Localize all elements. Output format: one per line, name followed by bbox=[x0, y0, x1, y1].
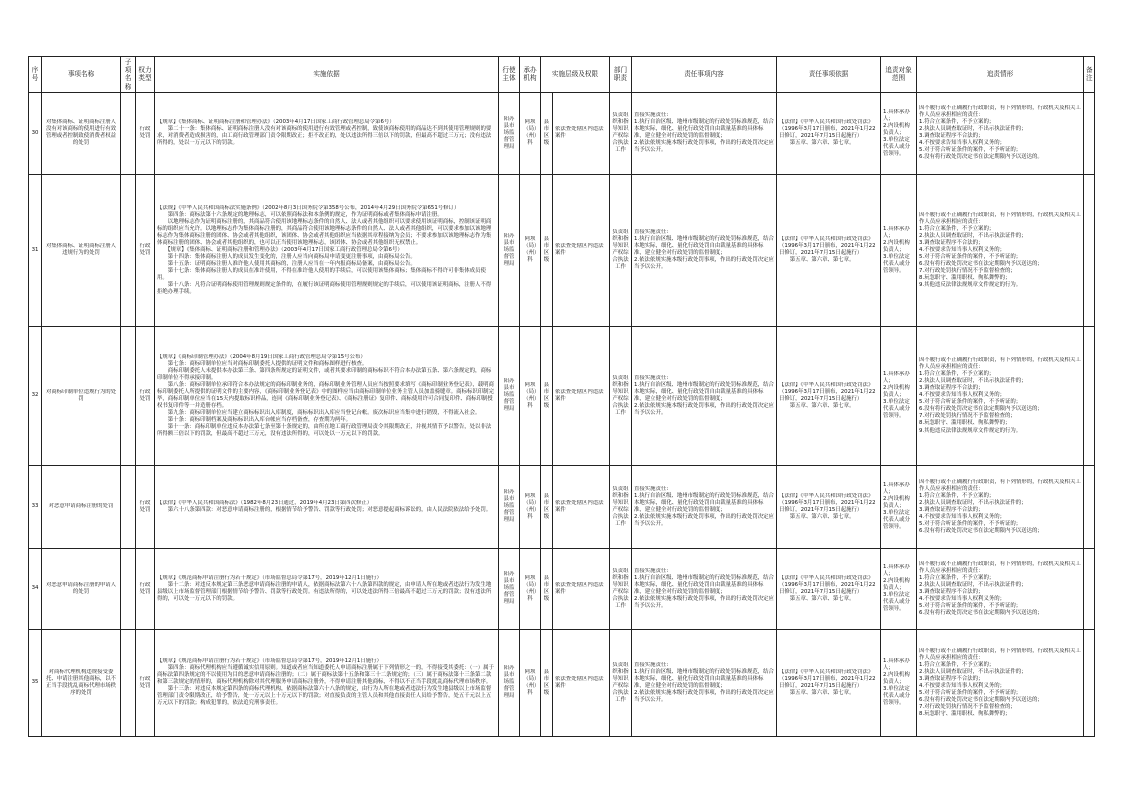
cell-item-name: 对恶意申请商标注册的申请人的处罚 bbox=[42, 548, 121, 629]
cell-authority-scope: 依法查处辖区内违法案件 bbox=[553, 548, 610, 629]
cell-remark bbox=[1084, 548, 1095, 629]
col-header-no: 序号 bbox=[29, 57, 42, 93]
table-row bbox=[29, 548, 1095, 629]
cell-remark bbox=[1084, 629, 1095, 736]
col-header-duty: 部门职责 bbox=[610, 57, 632, 93]
cell-power-type: 行政处罚 bbox=[136, 629, 155, 736]
cell-responsibility-basis: 【法律】《中华人民共和国行政处罚法》（1996年3月17日颁布，2021年1月22日修订，2021年7月15日起施行） 第五章、第六章、第七章。 bbox=[777, 629, 881, 736]
cell-handling-org: 阿坝（局）（州）科 bbox=[520, 174, 541, 326]
cell-authority-scope: 依法查处辖区内违法案件 bbox=[553, 326, 610, 465]
cell-authority-scope: 依法查处辖区内违法案件 bbox=[553, 465, 610, 548]
cell-handling-org: 阿坝（局）（州）科 bbox=[520, 629, 541, 736]
cell-row-number: 30 bbox=[29, 92, 42, 174]
col-header-name: 事项名称 bbox=[42, 57, 121, 93]
cell-item-name: 对恶意申请商标注册的处罚 bbox=[42, 465, 121, 548]
cell-remark bbox=[1084, 465, 1095, 548]
cell-handling-org: 阿坝（局）（州）科 bbox=[520, 92, 541, 174]
cell-legal-basis: 【法律】《中华人民共和国商标法》（1982年8月23日通过，2019年4月23日第四次修正） 第六十八条第四款：对恶意申请商标注册的，根据情节给予警告、罚款等行政处罚；对恶意提起商标诉讼的，由人民法院依法给予处罚。 bbox=[155, 465, 499, 548]
responsibility-table bbox=[28, 56, 1095, 737]
cell-sub-item-name bbox=[121, 326, 136, 465]
table-row bbox=[29, 465, 1095, 548]
cell-accountability-target: 1.具体承办人； 2.内设机构负责人； 3.单位法定代表人或分管领导。 bbox=[881, 465, 917, 548]
cell-legal-basis: 【规章】《商标印制管理办法》（2004年8月19日国家工商行政管理总局令第15号公布） 第七条：商标印制单位应当对商标印制委托人提供的证明文件和商标图样进行核查。 商标印制委托人未提供本办法第三条、第四条所规定的证明文件，或者其要求印制的商标标识不符合本办法第五条、第六条规定的，商标印制单位不得承接印制。 第八条：商标印制单位承印符合本办法规定的商标印制业务的，商标印制业务管理人员应当按照要求填写《商标印制业务登记表》，载明商标印制委托人所提供的证明文件的主要内容，《商标印制业务登记表》中的图样应当由商标印制单位业务主管人员加盖骑缝章。商标标识印制完毕，商标印制单位应当在15天内提取标识样品，连同《商标印制业务登记表》、《商标注册证》复印件、商标使用许可合同复印件、商标印制授权书复印件等一并造册存档。 第九条：商标印制单位应当建立商标标识出入库制度，商标标识出入库应当登记台帐。废次标识应当集中进行销毁，不得流入社会。 第十条：商标印制档案及商标标识出入库台帐应当存档备查，存查期为两年。 第十一条：商标印制单位违反本办法第七条至第十条规定的，由所在地工商行政管理局责令其限期改正，并视其情节予以警告，处以非法所得额三倍以下的罚款，但最高不超过三万元，没有违法所得的，可以处以一万元以下的罚款。 bbox=[155, 326, 499, 465]
col-header-content: 责任事项内容 bbox=[632, 57, 777, 93]
cell-implementation-level: 县市区级 bbox=[541, 548, 553, 629]
cell-exercising-subject: 阳苏县市场监督管理局 bbox=[499, 174, 520, 326]
col-header-type: 权力类型 bbox=[136, 57, 155, 93]
col-header-basis: 实施依据 bbox=[155, 57, 499, 93]
cell-responsibility-basis: 【法律】《中华人民共和国行政处罚法》（1996年3月17日颁布，2021年1月22日修订，2021年7月15日起施行） 第五章、第六章、第七章。 bbox=[777, 465, 881, 548]
cell-department-duty: 负责组织和指导知识产权综合执法工作 bbox=[610, 92, 632, 174]
cell-exercising-subject: 阳苏县市场监督管理局 bbox=[499, 92, 520, 174]
cell-sub-item-name bbox=[121, 92, 136, 174]
cell-department-duty: 负责组织和指导知识产权综合执法工作 bbox=[610, 548, 632, 629]
cell-accountability-cases: 因不履行或不正确履行行政职责，有下列情形的，行政机关及相关工作人员应承担相应的责任： 1.符合立案条件，不予立案的； 2.执法人员调查取证时，不出示执法证件的； 3.调查取证程序不合法的； 4.不按要求告知当事人权利义务的； 5.对于符合听证条件的案件，不予听证的； 6.没有将行政处罚决定书在法定期限内予以送达的； 7.对行政处罚执行情况不予监督检查的； 8.玩忽职守、滥用职权、徇私舞弊的； bbox=[917, 629, 1084, 736]
cell-handling-org: 阿坝（局）（州）科 bbox=[520, 465, 541, 548]
cell-responsibility-basis: 【法律】《中华人民共和国行政处罚法》（1996年3月17日颁布，2021年1月22日修订，2021年7月15日起施行） 第五章、第六章、第七章。 bbox=[777, 92, 881, 174]
header-row bbox=[29, 57, 1095, 93]
cell-power-type: 行政处罚 bbox=[136, 548, 155, 629]
cell-exercising-subject: 阳苏县市场监督管理局 bbox=[499, 629, 520, 736]
col-header-target: 追责对象范围 bbox=[881, 57, 917, 93]
cell-authority-scope: 依法查处辖区内违法案件 bbox=[553, 629, 610, 736]
cell-implementation-level: 县市区级 bbox=[541, 465, 553, 548]
cell-power-type: 行政处罚 bbox=[136, 92, 155, 174]
cell-power-type: 行政处罚 bbox=[136, 326, 155, 465]
cell-item-name: 对集体商标、证明商标注册人违规行为的处罚 bbox=[42, 174, 121, 326]
cell-authority-scope: 依法查处辖区内违法案件 bbox=[553, 92, 610, 174]
cell-accountability-cases: 因不履行或不正确履行行政职责，有下列情形的，行政机关及相关工作人员应承担相应的责任： 1.符合立案条件，不予立案的； 2.执法人员调查取证时，不出示执法证件的； 3.调查取证程序不合法的； 4.不按要求告知当事人权利义务的； 5.对于符合听证条件的案件，不予听证的； 6.没有将行政处罚决定书在法定期限内予以送达的。 bbox=[917, 92, 1084, 174]
cell-item-name: 对商标印制单位违规行为的处罚 bbox=[42, 326, 121, 465]
cell-legal-basis: 【规章】《规范商标申请注册行为若干规定》（市场监督总局令第17号，2019年12月1日施行） 第四条：商标代理机构应当遵循诚实信用原则。知道或者应当知道委托人申请商标注册属于下列情形之一的，不得接受其委托：（一）属于商标法第四条规定的不以使用为目的恶意申请商标注册的；（二）属于商标法第十五条和第三十二条规定的；（三）属于商标法第十三条第二款和第三款规定的情形的，商标代理机构除对其代理服务申请商标注册外，不得申请注册其他商标，不得以不正当手段扰乱商标代理市场秩序。 第十三条：对违反本规定第四条的商标代理机构，依据商标法第六十八条的规定，由行为人所在地或者违法行为发生地县级以上市场监督管理部门责令限期改正，给予警告，处一万元以上十万元以下的罚款；对直接负责的主管人员和其他直接责任人员给予警告，处五千元以上五万元以下的罚款；构成犯罪的，依法追究刑事责任。 bbox=[155, 629, 499, 736]
cell-responsibility-basis: 【法律】《中华人民共和国行政处罚法》（1996年3月17日颁布，2021年1月22日修订，2021年7月15日起施行） 第五章、第六章、第七章。 bbox=[777, 548, 881, 629]
cell-exercising-subject: 阳苏县市场监督管理局 bbox=[499, 465, 520, 548]
cell-department-duty: 负责组织和指导知识产权综合执法工作 bbox=[610, 174, 632, 326]
cell-accountability-cases: 因不履行或不正确履行行政职责，有下列情形的，行政机关及相关工作人员应承担相应的责任： 1.符合立案条件，不予立案的； 2.执法人员调查取证时，不出示执法证件的； 3.调查取证程序不合法的； 4.不按要求告知当事人权利义务的； 5.对于符合听证条件的案件，不予听证的； 6.没有将行政处罚决定书在法定期限内予以送达的； 7.对行政处罚执行情况不予监督检查的； 8.玩忽职守、滥用职权、徇私舞弊的； 9.其他违反法律法规规章文件规定的行为。 bbox=[917, 174, 1084, 326]
col-header-cases: 追责情形 bbox=[917, 57, 1084, 93]
cell-row-number: 33 bbox=[29, 465, 42, 548]
col-header-note: 备注 bbox=[1084, 57, 1095, 93]
cell-implementation-level: 县市区级 bbox=[541, 629, 553, 736]
cell-implementation-level: 县市区级 bbox=[541, 326, 553, 465]
cell-remark bbox=[1084, 174, 1095, 326]
cell-implementation-level: 县市区级 bbox=[541, 92, 553, 174]
cell-responsibility-content: 直接实施责任: 1.执行自治区级、地州市级制定的行政处罚标准规范，结合本地实际，细化、量化行政处罚自由裁量基准的具体标准，建立健全对行政处罚的监督制度； 2.依法依规实施本级行政处罚事项，作出的行政处罚决定应当予以公开。 bbox=[632, 465, 777, 548]
cell-sub-item-name bbox=[121, 465, 136, 548]
cell-accountability-target: 1.具体承办人； 2.内设机构负责人； 3.单位法定代表人或分管领导。 bbox=[881, 629, 917, 736]
cell-exercising-subject: 阳苏县市场监督管理局 bbox=[499, 548, 520, 629]
cell-sub-item-name bbox=[121, 629, 136, 736]
table-row bbox=[29, 326, 1095, 465]
cell-row-number: 34 bbox=[29, 548, 42, 629]
cell-responsibility-content: 直接实施责任: 1.执行自治区级、地州市级制定的行政处罚标准规范，结合本地实际，细化、量化行政处罚自由裁量基准的具体标准，建立健全对行政处罚的监督制度； 2.依法依规实施本级行政处罚事项，作出的行政处罚决定应当予以公开。 bbox=[632, 629, 777, 736]
cell-department-duty: 负责组织和指导知识产权综合执法工作 bbox=[610, 629, 632, 736]
cell-sub-item-name bbox=[121, 174, 136, 326]
cell-power-type: 行政处罚 bbox=[136, 174, 155, 326]
table-row bbox=[29, 174, 1095, 326]
col-header-org: 承办机构 bbox=[520, 57, 541, 93]
cell-responsibility-content: 直接实施责任: 1.执行自治区级、地州市级制定的行政处罚标准规范，结合本地实际，细化、量化行政处罚自由裁量基准的具体标准，建立健全对行政处罚的监督制度； 2.依法依规实施本级行政处罚事项，作出的行政处罚决定应当予以公开。 bbox=[632, 92, 777, 174]
cell-accountability-cases: 因不履行或不正确履行行政职责，有下列情形的，行政机关及相关工作人员应承担相应的责任： 1.符合立案条件，不予立案的； 2.执法人员调查取证时，不出示执法证件的； 3.调查取证程序不合法的； 4.不按要求告知当事人权利义务的； 5.对于符合听证条件的案件，不予听证的； 6.没有将行政处罚决定书在法定期限内予以送达的； bbox=[917, 465, 1084, 548]
cell-accountability-cases: 因不履行或不正确履行行政职责，有下列情形的，行政机关及相关工作人员应承担相应的责任： 1.符合立案条件，不予立案的； 2.执法人员调查取证时，不出示执法证件的； 3.调查取证程序不合法的； 4.不按要求告知当事人权利义务的； 5.对于符合听证条件的案件，不予听证的； 6.没有将行政处罚决定书在法定期限内予以送达的； bbox=[917, 548, 1084, 629]
cell-implementation-level: 县市区级 bbox=[541, 174, 553, 326]
cell-accountability-target: 1.具体承办人； 2.内设机构负责人； 3.单位法定代表人或分管领导。 bbox=[881, 92, 917, 174]
cell-responsibility-basis: 【法律】《中华人民共和国行政处罚法》（1996年3月17日颁布，2021年1月22日修订，2021年7月15日起施行） 第五章、第六章、第七章。 bbox=[777, 326, 881, 465]
cell-row-number: 31 bbox=[29, 174, 42, 326]
cell-row-number: 32 bbox=[29, 326, 42, 465]
cell-responsibility-content: 直接实施责任: 1.执行自治区级、地州市级制定的行政处罚标准规范，结合本地实际，细化、量化行政处罚自由裁量基准的具体标准，建立健全对行政处罚的监督制度； 2.依法依规实施本级行政处罚事项，作出的行政处罚决定应当予以公开。 bbox=[632, 548, 777, 629]
cell-department-duty: 负责组织和指导知识产权综合执法工作 bbox=[610, 326, 632, 465]
col-header-sub: 子项名称 bbox=[121, 57, 136, 93]
cell-legal-basis: 【法规】《中华人民共和国商标法实施条例》（2002年8月3日国务院令第358号公布，2014年4月29日国务院令第651号修订） 第四条：商标法第十六条规定的地理标志，可以依照商标法和本条例的规定，作为证明商标或者集体商标申请注册。 以地理标志作为证明商标注册的，其商品符合使用该地理标志条件的自然人、法人或者其他组织可以要求使用该证明商标，控制该证明商标的组织应当允许。以地理标志作为集体商标注册的，其商品符合使用该地理标志条件的自然人、法人或者其他组织，可以要求参加以该地理标志作为集体商标注册的团体、协会或者其他组织，该团体、协会或者其他组织应当依据其章程接纳为会员；不要求参加以该地理标志作为集体商标注册的团体、协会或者其他组织的，也可以正当使用该地理标志，该团体、协会或者其他组织无权禁止。 【规章】《集体商标、证明商标注册和管理办法》（2003年4月17日国家工商行政管理总局令第6号） 第十四条：集体商标注册人的成员发生变化的，注册人应当向商标局申请变更注册事项，由商标局公告。 第十五条：证明商标注册人准许他人使用其商标的，注册人应当在一年内报商标局备案，由商标局公告。 第十七条：集体商标注册人的成员在准许使用，不得在准许他人使用的手续后，可以使用该集体商标；集体商标不得许可非集体成员使用。 第十八条：凡符合证明商标使用管理规则规定条件的，在履行该证明商标使用管理规则规定的手续后，可以使用该证明商标，注册人不得拒绝办理手续。 bbox=[155, 174, 499, 326]
cell-department-duty: 负责组织和指导知识产权综合执法工作 bbox=[610, 465, 632, 548]
cell-item-name: 对集体商标、证明商标注册人没有对该商标的使用进行有效管理或者控制致使消费者权益的处罚 bbox=[42, 92, 121, 174]
cell-remark bbox=[1084, 92, 1095, 174]
col-header-content-basis: 责任事项依据 bbox=[777, 57, 881, 93]
cell-exercising-subject: 阳苏县市场监督管理局 bbox=[499, 326, 520, 465]
cell-accountability-target: 1.具体承办人； 2.内设机构负责人； 3.单位法定代表人或分管领导。 bbox=[881, 174, 917, 326]
cell-power-type: 行政处罚 bbox=[136, 465, 155, 548]
cell-responsibility-basis: 【法律】《中华人民共和国行政处罚法》（1996年3月17日颁布，2021年1月22日修订，2021年7月15日起施行） 第五章、第六章、第七章。 bbox=[777, 174, 881, 326]
cell-handling-org: 阿坝（局）（州）科 bbox=[520, 548, 541, 629]
cell-handling-org: 阿坝（局）（州）科 bbox=[520, 326, 541, 465]
cell-responsibility-content: 直接实施责任: 1.执行自治区级、地州市级制定的行政处罚标准规范，结合本地实际，细化、量化行政处罚自由裁量基准的具体标准，建立健全对行政处罚的监督制度； 2.依法依规实施本级行政处罚事项，作出的行政处罚决定应当予以公开。 bbox=[632, 174, 777, 326]
cell-sub-item-name bbox=[121, 548, 136, 629]
cell-accountability-cases: 因不履行或不正确履行行政职责，有下列情形的，行政机关及相关工作人员应承担相应的责任： 1.符合立案条件，不予立案的； 2.执法人员调查取证时，不出示执法证件的； 3.调查取证程序不合法的； 4.不按要求告知当事人权利义务的； 5.对于符合听证条件的案件，不予听证的； 6.没有将行政处罚决定书在法定期限内予以送达的； 7.对行政处罚执行情况不予监督检查的； 8.玩忽职守、滥用职权、徇私舞弊的； 9.其他违反法律法规规章文件规定的行为。 bbox=[917, 326, 1084, 465]
cell-accountability-target: 1.具体承办人； 2.内设机构负责人； 3.单位法定代表人或分管领导。 bbox=[881, 326, 917, 465]
cell-accountability-target: 1.具体承办人； 2.内设机构负责人； 3.单位法定代表人或分管领导。 bbox=[881, 548, 917, 629]
cell-row-number: 35 bbox=[29, 629, 42, 736]
cell-authority-scope: 依法查处辖区内违法案件 bbox=[553, 174, 610, 326]
cell-remark bbox=[1084, 326, 1095, 465]
col-header-subject: 行使主体 bbox=[499, 57, 520, 93]
table-row bbox=[29, 92, 1095, 174]
cell-legal-basis: 【规章】《集体商标、证明商标注册和管理办法》（2003年4月17日国家工商行政管理总局令第6号） 第二十一条：集体商标、证明商标注册人没有对该商标的使用进行有效管理或者控制，致使该商标使用的商品达不到其使用管理规则的要求，对消费者造成损害的，由工商行政管理部门责令限期改正；拒不改正的，处以违法所得三倍以下的罚款，但最高不超过三万元；没有违法所得的，处以一万元以下的罚款。 bbox=[155, 92, 499, 174]
cell-legal-basis: 【规章】《规范商标申请注册行为若干规定》（市场监督总局令第17号，2019年12月1日施行） 第十二条：对违反本规定第三条恶意申请商标注册的申请人，依据商标法第六十八条第四款的规定，由申请人所在地或者违法行为发生地县级以上市场监督管理部门根据情节给予警告、罚款等行政处罚。有违法所得的，可以处违法所得三倍最高不超过三万元的罚款；没有违法所得的，可以处一万元以下的罚款。 bbox=[155, 548, 499, 629]
col-header-level: 实施层级及权限 bbox=[541, 57, 610, 93]
cell-responsibility-content: 直接实施责任: 1.执行自治区级、地州市级制定的行政处罚标准规范，结合本地实际，细化、量化行政处罚自由裁量基准的具体标准，建立健全对行政处罚的监督制度； 2.依法依规实施本级行政处罚事项，作出的行政处罚决定应当予以公开。 bbox=[632, 326, 777, 465]
table-row bbox=[29, 629, 1095, 736]
cell-item-name: 对商标代理机构违规接受委托、申请注册其他商标，以不正当手段扰乱商标代理市场秩序的处罚 bbox=[42, 629, 121, 736]
